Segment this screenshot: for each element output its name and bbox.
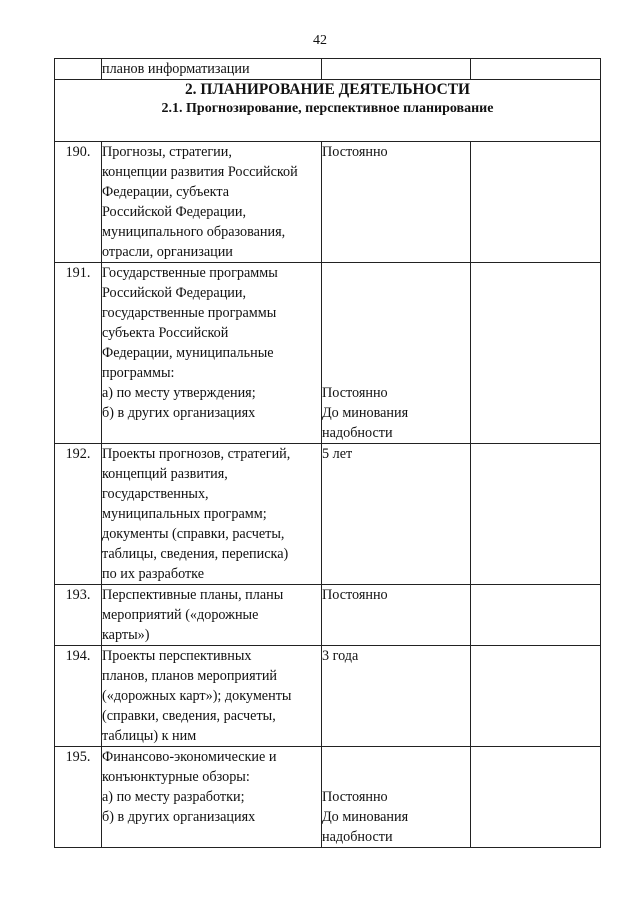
row-number: 195. <box>65 749 91 765</box>
document-name-line: Федерации, субъекта <box>102 184 229 200</box>
retention-table <box>54 58 601 848</box>
document-name-cell <box>102 646 322 747</box>
retention-term-line: Постоянно <box>322 385 388 401</box>
retention-term-cell <box>322 747 471 848</box>
document-name-line: мероприятий («дорожные <box>102 607 259 623</box>
document-name-cell <box>102 747 322 848</box>
document-name-line: («дорожных карт»); документы <box>102 688 292 704</box>
document-name-line: отрасли, организации <box>102 244 233 260</box>
retention-term-line: Постоянно <box>322 144 388 160</box>
document-name-line: государственных, <box>102 486 209 502</box>
document-name-cell <box>102 142 322 263</box>
notes-cell <box>471 444 601 585</box>
document-name-line: а) по месту разработки; <box>102 789 245 805</box>
document-name-line: а) по месту утверждения; <box>102 385 256 401</box>
section-header-row <box>55 80 601 142</box>
document-name-line: государственные программы <box>102 305 277 321</box>
number-cell <box>55 585 102 646</box>
table-row <box>55 263 601 444</box>
document-name-line: таблицы) к ним <box>102 728 197 744</box>
retention-term-cell <box>322 59 471 80</box>
document-name-line: Финансово-экономические и <box>102 749 277 765</box>
document-name-line: Проекты перспективных <box>102 648 252 664</box>
retention-term-line <box>322 363 470 383</box>
retention-term-cell <box>322 646 471 747</box>
document-name-line: Государственные программы <box>102 265 278 281</box>
retention-term-line: Постоянно <box>322 587 388 603</box>
page-number: 42 <box>313 33 327 48</box>
number-cell <box>55 263 102 444</box>
section-subtitle: 2.1. Прогнозирование, перспективное планирование <box>161 101 494 116</box>
retention-term-line: Постоянно <box>322 789 388 805</box>
number-cell <box>55 646 102 747</box>
notes-cell <box>471 59 601 80</box>
document-name-line: Российской Федерации, <box>102 204 247 220</box>
table-row <box>55 747 601 848</box>
row-number: 194. <box>65 648 91 664</box>
retention-term-line <box>322 747 470 767</box>
table-row <box>55 59 601 80</box>
number-cell <box>55 747 102 848</box>
table-row <box>55 646 601 747</box>
document-name-cell <box>102 444 322 585</box>
document-name: планов информатизации <box>102 61 250 77</box>
document-name-line: муниципальных программ; <box>102 506 267 522</box>
retention-term-line <box>322 303 470 323</box>
retention-term-line <box>322 343 470 363</box>
document-name-line: программы: <box>102 365 175 381</box>
number-cell <box>55 59 102 80</box>
document-name-line: Прогнозы, стратегии, <box>102 144 232 160</box>
number-cell <box>55 142 102 263</box>
document-name-line: концепции развития Российской <box>102 164 298 180</box>
document-name-cell <box>102 263 322 444</box>
row-number: 192. <box>65 446 91 462</box>
retention-term-cell <box>322 142 471 263</box>
table-row <box>55 444 601 585</box>
retention-term-line <box>322 283 470 303</box>
document-name-line: Федерации, муниципальные <box>102 345 274 361</box>
notes-cell <box>471 142 601 263</box>
retention-term-cell <box>322 263 471 444</box>
document-name-line: субъекта Российской <box>102 325 229 341</box>
retention-term-line <box>322 323 470 343</box>
section-title: 2. ПЛАНИРОВАНИЕ ДЕЯТЕЛЬНОСТИ <box>184 81 471 98</box>
retention-term-line: До минования <box>322 405 409 421</box>
section-header <box>55 80 601 142</box>
retention-term-line: надобности <box>322 829 393 845</box>
row-number: 191. <box>65 265 91 281</box>
number-cell <box>55 444 102 585</box>
table-row <box>55 585 601 646</box>
document-name-line: концепций развития, <box>102 466 228 482</box>
document-name-line: документы (справки, расчеты, <box>102 526 285 542</box>
document-name-line: карты») <box>102 627 150 643</box>
document-name-line: планов, планов мероприятий <box>102 668 278 684</box>
retention-term-cell <box>322 444 471 585</box>
retention-term-cell <box>322 585 471 646</box>
notes-cell <box>471 747 601 848</box>
document-name-line: б) в других организациях <box>102 405 256 421</box>
document-name-cell <box>102 59 322 80</box>
document-name-line: Проекты прогнозов, стратегий, <box>102 446 291 462</box>
document-name-line: муниципального образования, <box>102 224 286 240</box>
retention-term-line: 3 года <box>322 648 359 664</box>
notes-cell <box>471 263 601 444</box>
document-name-line: (справки, сведения, расчеты, <box>102 708 276 724</box>
retention-term-line: надобности <box>322 425 393 441</box>
row-number: 190. <box>65 144 91 160</box>
document-name-line: б) в других организациях <box>102 809 256 825</box>
row-number: 193. <box>65 587 91 603</box>
notes-cell <box>471 646 601 747</box>
retention-term-line <box>322 263 470 283</box>
document-name-line: Российской Федерации, <box>102 285 247 301</box>
document-name-line: таблицы, сведения, переписка) <box>102 546 289 562</box>
document-name-line: Перспективные планы, планы <box>102 587 284 603</box>
table-row <box>55 142 601 263</box>
retention-term-line: До минования <box>322 809 409 825</box>
document-name-cell <box>102 585 322 646</box>
document-name-line: конъюнктурные обзоры: <box>102 769 250 785</box>
retention-term-line <box>322 767 470 787</box>
retention-term-line: 5 лет <box>322 446 353 462</box>
document-name-line: по их разработке <box>102 566 205 582</box>
notes-cell <box>471 585 601 646</box>
